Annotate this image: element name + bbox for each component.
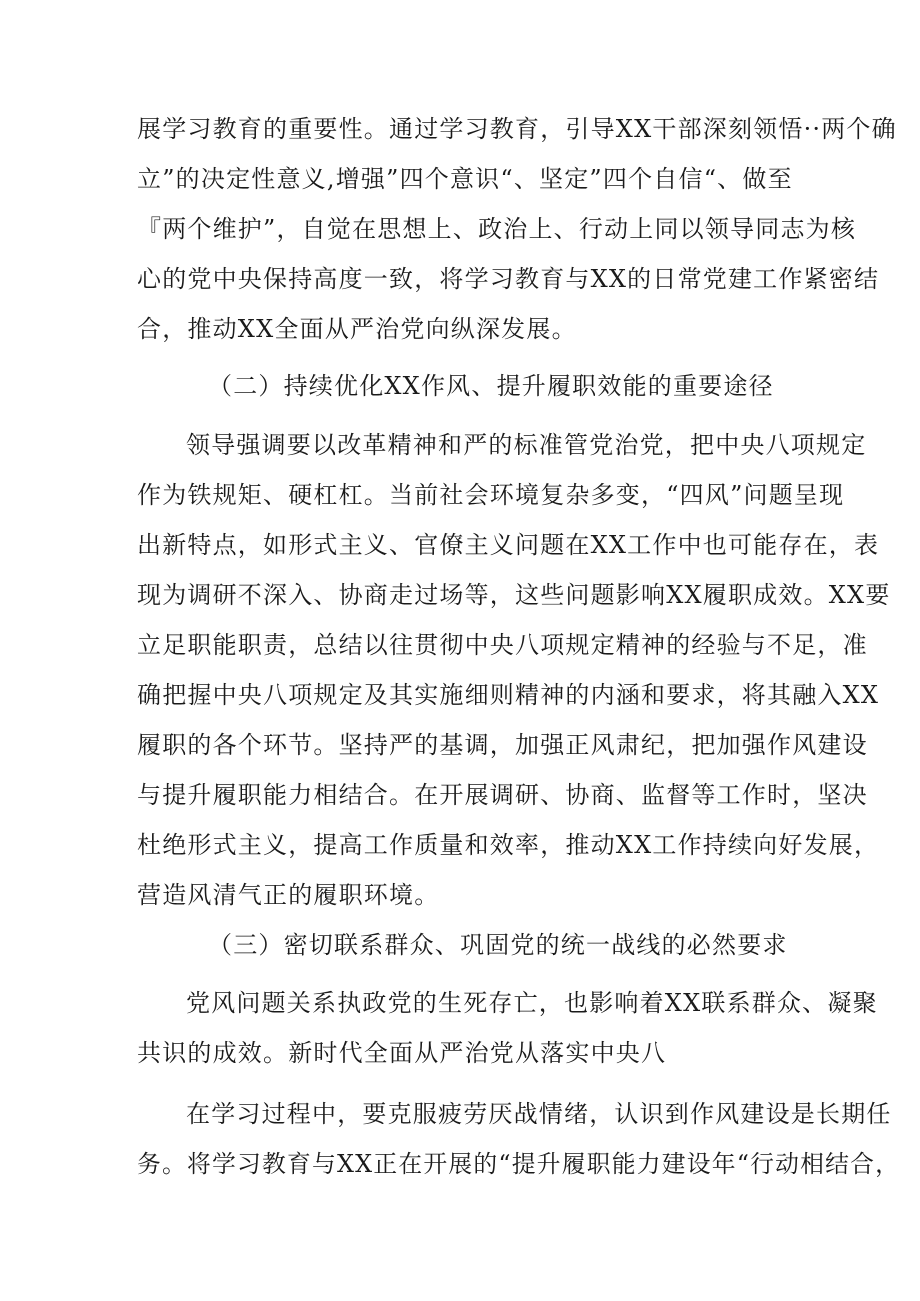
paragraph-3-line-2: 共识的成效。新时代全面从严治党从落实中央八 <box>137 1039 667 1067</box>
paragraph-2-line-2: 作为铁规矩、硬杠杠。当前社会环境复杂多变，“四风”问题呈现 <box>137 481 845 509</box>
paragraph-1-line-2: 立”的决定性意义,增强”四个意识“、坚定”四个自信“、做至 <box>137 165 793 193</box>
paragraph-2-line-7: 履职的各个环节。坚持严的基调，加强正风肃纪，把加强作风建设 <box>137 731 868 759</box>
paragraph-1-line-5: 合，推动XX全面从严治党向纵深发展。 <box>137 315 577 343</box>
paragraph-2-line-3: 出新特点，如形式主义、官僚主义问题在XX工作中也可能存在，表 <box>137 531 880 559</box>
section-heading-2: （二）持续优化XX作风、提升履职效能的重要途径 <box>208 372 774 400</box>
paragraph-1-line-3: 『两个维护”，自觉在思想上、政治上、行动上同以领导同志为核 <box>137 215 857 243</box>
paragraph-2-line-6: 确把握中央八项规定及其实施细则精神的内涵和要求，将其融入XX <box>137 681 880 709</box>
paragraph-2-line-9: 杜绝形式主义，提高工作质量和效率，推动XX工作持续向好发展， <box>137 831 880 859</box>
section-heading-3: （三）密切联系群众、巩固党的统一战线的必然要求 <box>208 931 788 959</box>
paragraph-3-line-1: 党风问题关系执政党的生死存亡，也影响着XX联系群众、凝聚 <box>186 989 878 1017</box>
paragraph-2-line-10: 营造风清气正的履职环境。 <box>137 881 440 909</box>
paragraph-2-line-1: 领导强调要以改革精神和严的标准管党治党，把中央八项规定 <box>186 431 867 459</box>
paragraph-1-line-4: 心的党中央保持高度一致，将学习教育与XX的日常党建工作紧密结 <box>137 265 880 293</box>
paragraph-2-line-8: 与提升履职能力相结合。在开展调研、协商、监督等工作时，坚决 <box>137 781 868 809</box>
paragraph-1-line-1: 展学习教育的重要性。通过学习教育，引导XX干部深刻领悟··两个确 <box>137 115 897 143</box>
paragraph-4-line-1: 在学习过程中，要克服疲劳厌战情绪，认识到作风建设是长期任 <box>186 1100 892 1128</box>
paragraph-4-line-2: 务。将学习教育与XX正在开展的“提升履职能力建设年“行动相结合， <box>137 1150 901 1178</box>
paragraph-2-line-4: 现为调研不深入、协商走过场等，这些问题影响XX履职成效。XX要 <box>137 581 891 609</box>
paragraph-2-line-5: 立足职能职责，总结以往贯彻中央八项规定精神的经验与不足，准 <box>137 631 868 659</box>
